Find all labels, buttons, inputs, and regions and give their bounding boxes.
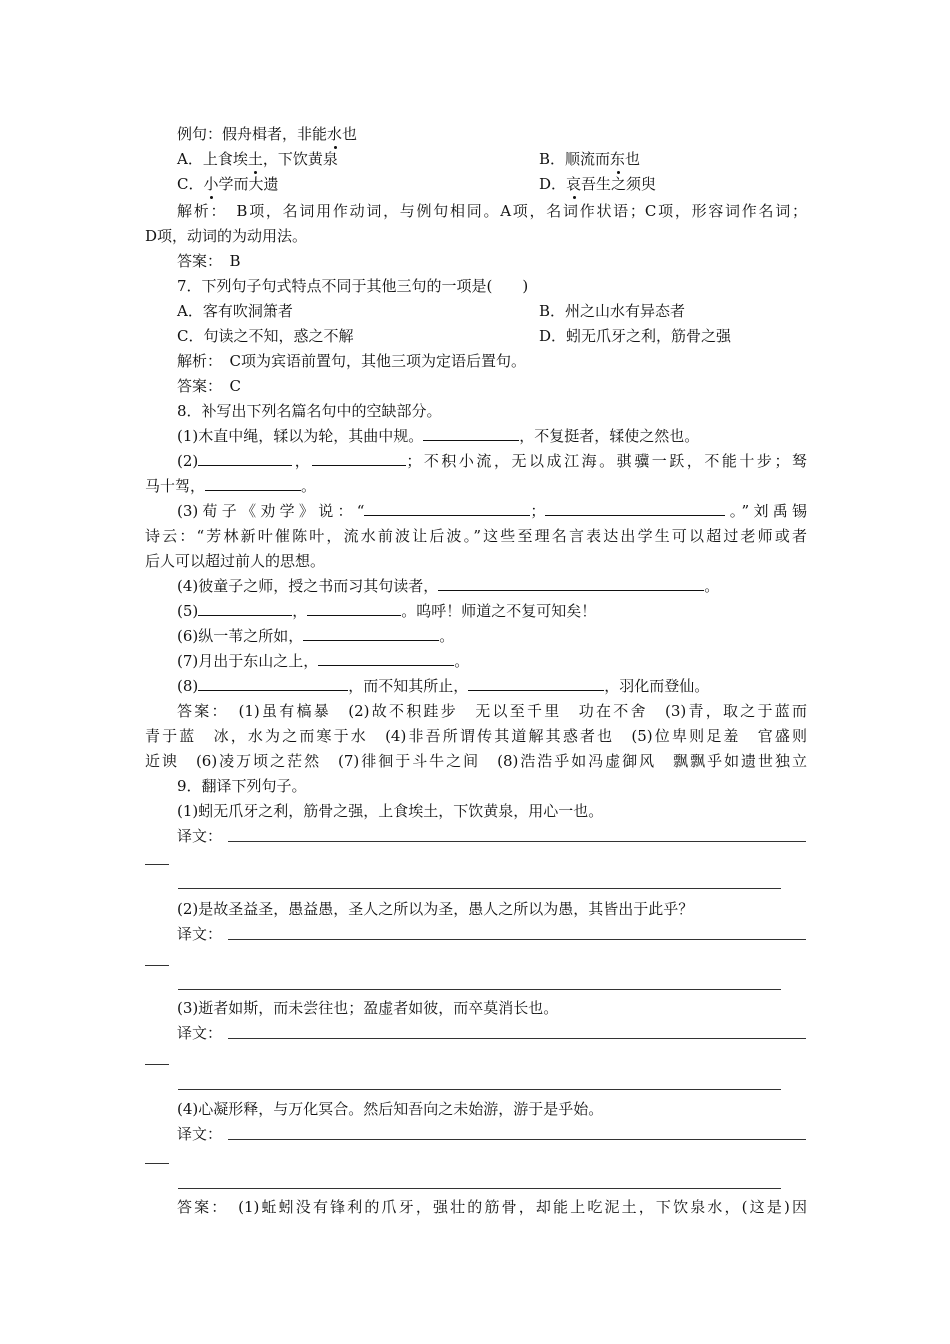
q9-stem: 9．翻译下列句子。	[177, 777, 307, 795]
q7-options-ab	[145, 299, 805, 323]
fill-blank[interactable]	[198, 599, 292, 616]
q8-sentence-8: (8) ，而不知其所止， ，羽化而登仙。	[145, 674, 805, 698]
q6-option-c: C．小学而大遗	[177, 175, 279, 193]
q8-sentence-2: (2) ， ；不积小流，无以成江海。骐骥一跃，不能十步；驽	[145, 449, 807, 473]
q8-answer-line2: 青于蓝 冰，水为之而寒于水 (4)非吾所谓传其道解其惑者也 (5)位卑则足羞 官盛则	[145, 727, 807, 745]
q8-sentence-3-end: 后人可以超过前人的思想。	[145, 552, 326, 570]
q8-sentence-7: (7)月出于东山之上， 。	[145, 649, 805, 673]
answer-line[interactable]	[178, 888, 781, 889]
q6-option-b: B．顺流而东也	[539, 150, 641, 168]
fill-blank[interactable]	[205, 474, 301, 491]
q6-answer: 答案： B	[177, 252, 241, 270]
q8-sentence-4: (4)彼童子之师，授之书而习其句读者， 。	[145, 574, 805, 598]
q8-sentence-3: (3)荀子《劝学》说：“ ； 。”刘禹锡	[145, 499, 807, 523]
answer-line-stub	[145, 864, 169, 865]
q6-options-ab	[145, 147, 805, 171]
q8-sentence-3-cont: 诗云：“芳林新叶催陈叶，流水前波让后波。”这些至理名言表达出学生可以超过老师或者	[145, 527, 807, 545]
answer-line[interactable]	[228, 841, 806, 842]
q7-option-b: B．州之山水有异态者	[539, 302, 686, 320]
q6-analysis-line1: 解析： B项，名词用作动词，与例句相同。A项，名词作状语；C项，形容词作名词；	[177, 202, 807, 220]
q9-translation-label: 译文：	[177, 1125, 223, 1143]
fill-blank[interactable]	[307, 599, 401, 616]
q6-example: 例句：假舟楫者，非能水也	[177, 125, 358, 143]
fill-blank[interactable]	[468, 674, 604, 691]
q9-translation-label: 译文：	[177, 827, 223, 845]
answer-line[interactable]	[178, 1089, 781, 1090]
q9-translation-label: 译文：	[177, 925, 223, 943]
q6-analysis-line2: D项，动词的为动用法。	[145, 227, 308, 245]
q6-option-d: D．哀吾生之须臾	[539, 175, 657, 193]
answer-line-stub	[145, 1064, 169, 1065]
fill-blank[interactable]	[545, 499, 725, 516]
q8-stem: 8．补写出下列名篇名句中的空缺部分。	[177, 402, 442, 420]
answer-line-stub	[145, 1163, 169, 1164]
fill-blank[interactable]	[423, 424, 519, 441]
q9-sentence-3: (3)逝者如斯，而未尝往也；盈虚者如彼，而卒莫消长也。	[177, 999, 559, 1017]
q7-option-c: C．句读之不知，惑之不解	[177, 327, 354, 345]
fill-blank[interactable]	[303, 624, 439, 641]
q7-answer: 答案： C	[177, 377, 241, 395]
q7-option-a: A．客有吹洞箫者	[177, 302, 293, 320]
q9-sentence-4: (4)心凝形释，与万化冥合。然后知吾向之未始游，游于是乎始。	[177, 1100, 604, 1118]
q9-answer-start: 答案： (1)蚯蚓没有锋利的爪牙，强壮的筋骨，却能上吃泥土，下饮泉水，(这是)因	[177, 1198, 807, 1216]
q7-options-cd	[145, 324, 805, 348]
q9-sentence-2: (2)是故圣益圣，愚益愚，圣人之所以为圣，愚人之所以为愚，其皆出于此乎？	[177, 900, 694, 918]
q8-answer-line3: 近谀 (6)凌万顷之茫然 (7)徘徊于斗牛之间 (8)浩浩乎如冯虚御风 飘飘乎如遗世独立	[145, 752, 807, 770]
fill-blank[interactable]	[312, 449, 406, 466]
q9-sentence-1: (1)蚓无爪牙之利，筋骨之强，上食埃土，下饮黄泉，用心一也。	[177, 802, 604, 820]
q6-option-a: A．上食埃土，下饮黄泉	[177, 150, 338, 168]
fill-blank[interactable]	[198, 674, 348, 691]
answer-line[interactable]	[228, 1038, 806, 1039]
q8-answer-line1: 答案： (1)虽有槁暴 (2)故不积跬步 无以至千里 功在不舍 (3)青，取之于蓝而	[177, 702, 807, 720]
q8-sentence-2-cont: 马十驾， 。	[145, 474, 805, 498]
q7-analysis: 解析： C项为宾语前置句，其他三项为定语后置句。	[177, 352, 526, 370]
fill-blank[interactable]	[364, 499, 530, 516]
q7-option-d: D．蚓无爪牙之利，筋骨之强	[539, 327, 732, 345]
answer-line[interactable]	[178, 1188, 781, 1189]
q7-stem: 7．下列句子句式特点不同于其他三句的一项是( )	[177, 277, 529, 295]
answer-line[interactable]	[228, 939, 806, 940]
fill-blank[interactable]	[438, 574, 704, 591]
fill-blank[interactable]	[318, 649, 454, 666]
q6-options-cd	[145, 172, 805, 196]
q8-sentence-1: (1)木直中绳，𫐓以为轮，其曲中规。 ，不复挺者，𫐓使之然也。	[145, 424, 805, 448]
answer-line[interactable]	[178, 989, 781, 990]
answer-line-stub	[145, 965, 169, 966]
q9-translation-label: 译文：	[177, 1024, 223, 1042]
q8-sentence-6: (6)纵一苇之所如， 。	[145, 624, 805, 648]
answer-line[interactable]	[228, 1139, 806, 1140]
fill-blank[interactable]	[198, 449, 292, 466]
q8-sentence-5: (5) ， 。呜呼！师道之不复可知矣！	[145, 599, 805, 623]
